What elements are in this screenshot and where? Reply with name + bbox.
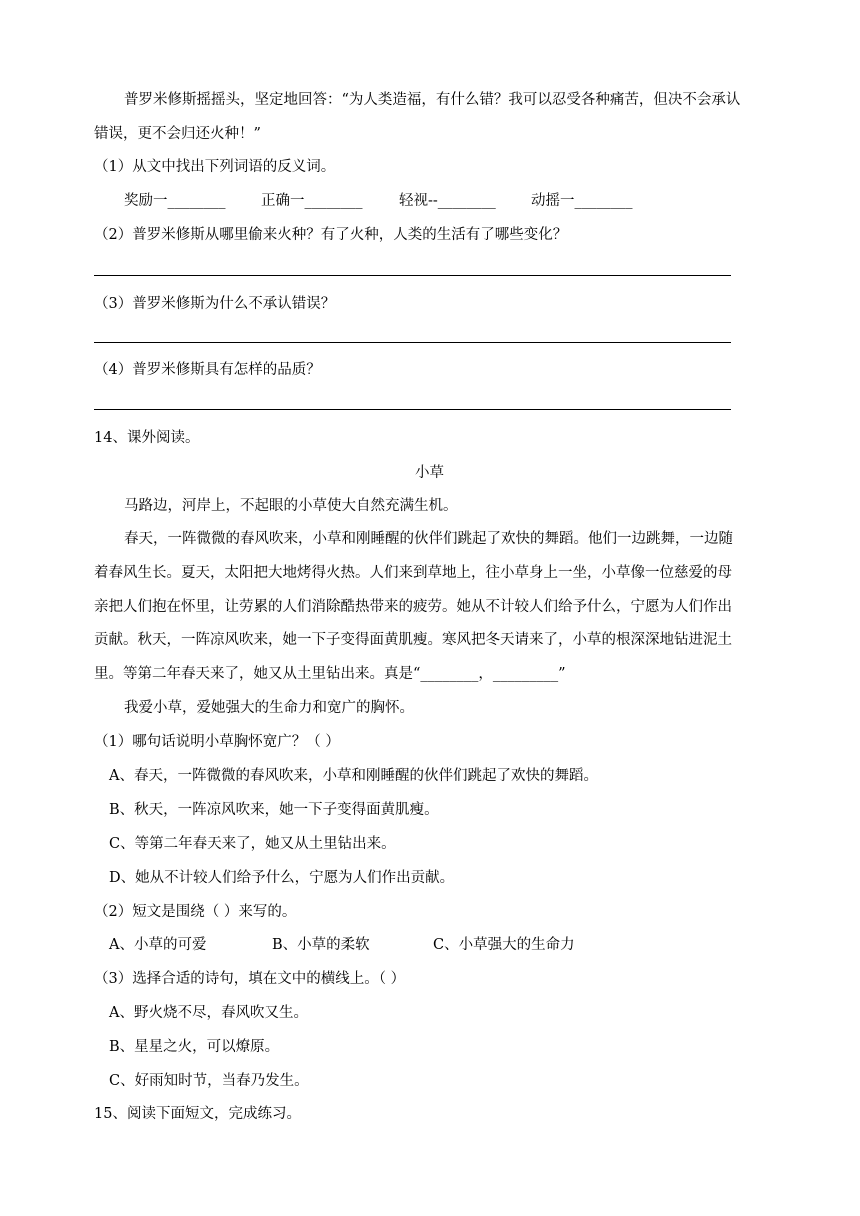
antonym-blank-2[interactable]: 正确一________ bbox=[261, 193, 363, 209]
answer-line-q3[interactable] bbox=[94, 342, 731, 343]
option-d[interactable]: D、她从不计较人们给予什么，宁愿为人们作出贡献。 bbox=[109, 870, 455, 886]
question-2-prompt: （2）普罗米修斯从哪里偷来火种？有了火种，人类的生活有了哪些变化？ bbox=[94, 227, 568, 243]
passage-line: 马路边，河岸上，不起眼的小草使大自然充满生机。 bbox=[124, 498, 458, 514]
question-3-prompt: （3）选择合适的诗句，填在文中的横线上。（ ） bbox=[94, 971, 406, 987]
antonym-blank-4[interactable]: 动摇一________ bbox=[531, 193, 633, 209]
passage-line: 里。等第二年春天来了，她又从土里钻出来。真是“________，_________” bbox=[94, 666, 566, 682]
question-2-prompt: （2）短文是围绕（ ）来写的。 bbox=[94, 904, 297, 920]
section-14-heading: 14、课外阅读。 bbox=[94, 430, 200, 446]
antonym-blank-1[interactable]: 奖励一________ bbox=[124, 193, 226, 209]
answer-line-q4[interactable] bbox=[94, 409, 731, 410]
passage-line: 普罗米修斯摇摇头，坚定地回答：“为人类造福，有什么错？我可以忍受各种痛苦，但决不会承认 bbox=[124, 92, 741, 108]
option-c[interactable]: C、小草强大的生命力 bbox=[433, 937, 575, 953]
option-c[interactable]: C、等第二年春天来了，她又从土里钻出来。 bbox=[109, 836, 396, 852]
passage-line: 亲把人们抱在怀里，让劳累的人们消除酷热带来的疲劳。她从不计较人们给予什么，宁愿为人们作出 bbox=[94, 599, 732, 615]
option-b[interactable]: B、秋天，一阵凉风吹来，她一下子变得面黄肌瘦。 bbox=[109, 802, 439, 818]
passage-line: 贡献。秋天，一阵凉风吹来，她一下子变得面黄肌瘦。寒风把冬天请来了，小草的根深深地钻进泥土 bbox=[94, 632, 732, 648]
section-15-heading: 15、阅读下面短文，完成练习。 bbox=[94, 1106, 301, 1122]
option-b[interactable]: B、星星之火，可以燎原。 bbox=[109, 1039, 280, 1055]
passage-line: 春天，一阵微微的春风吹来，小草和刚睡醒的伙伴们跳起了欢快的舞蹈。他们一边跳舞，一边随 bbox=[124, 531, 733, 547]
antonym-blanks bbox=[124, 192, 633, 210]
option-c[interactable]: C、好雨知时节，当春乃发生。 bbox=[109, 1073, 309, 1089]
option-a[interactable]: A、春天，一阵微微的春风吹来，小草和刚睡醒的伙伴们跳起了欢快的舞蹈。 bbox=[109, 768, 598, 784]
passage-line: 着春风生长。夏天，太阳把大地烤得火热。人们来到草地上，往小草身上一坐，小草像一位慈爱的母 bbox=[94, 565, 732, 581]
question-3-prompt: （3）普罗米修斯为什么不承认错误？ bbox=[94, 296, 336, 312]
antonym-blank-3[interactable]: 轻视--________ bbox=[399, 193, 496, 209]
question-1-prompt: （1）哪句话说明小草胸怀宽广？（ ） bbox=[94, 734, 340, 750]
option-b[interactable]: B、小草的柔软 bbox=[272, 937, 370, 953]
option-a[interactable]: A、野火烧不尽，春风吹又生。 bbox=[109, 1005, 308, 1021]
option-a[interactable]: A、小草的可爱 bbox=[109, 937, 207, 953]
answer-line-q2[interactable] bbox=[94, 275, 731, 276]
question-1-prompt: （1）从文中找出下列词语的反义词。 bbox=[94, 159, 336, 175]
passage-title: 小草 bbox=[415, 465, 444, 481]
question-4-prompt: （4）普罗米修斯具有怎样的品质？ bbox=[94, 362, 321, 378]
passage-line: 我爱小草，爱她强大的生命力和宽广的胸怀。 bbox=[124, 700, 414, 716]
passage-line: 错误，更不会归还火种！” bbox=[94, 126, 261, 142]
